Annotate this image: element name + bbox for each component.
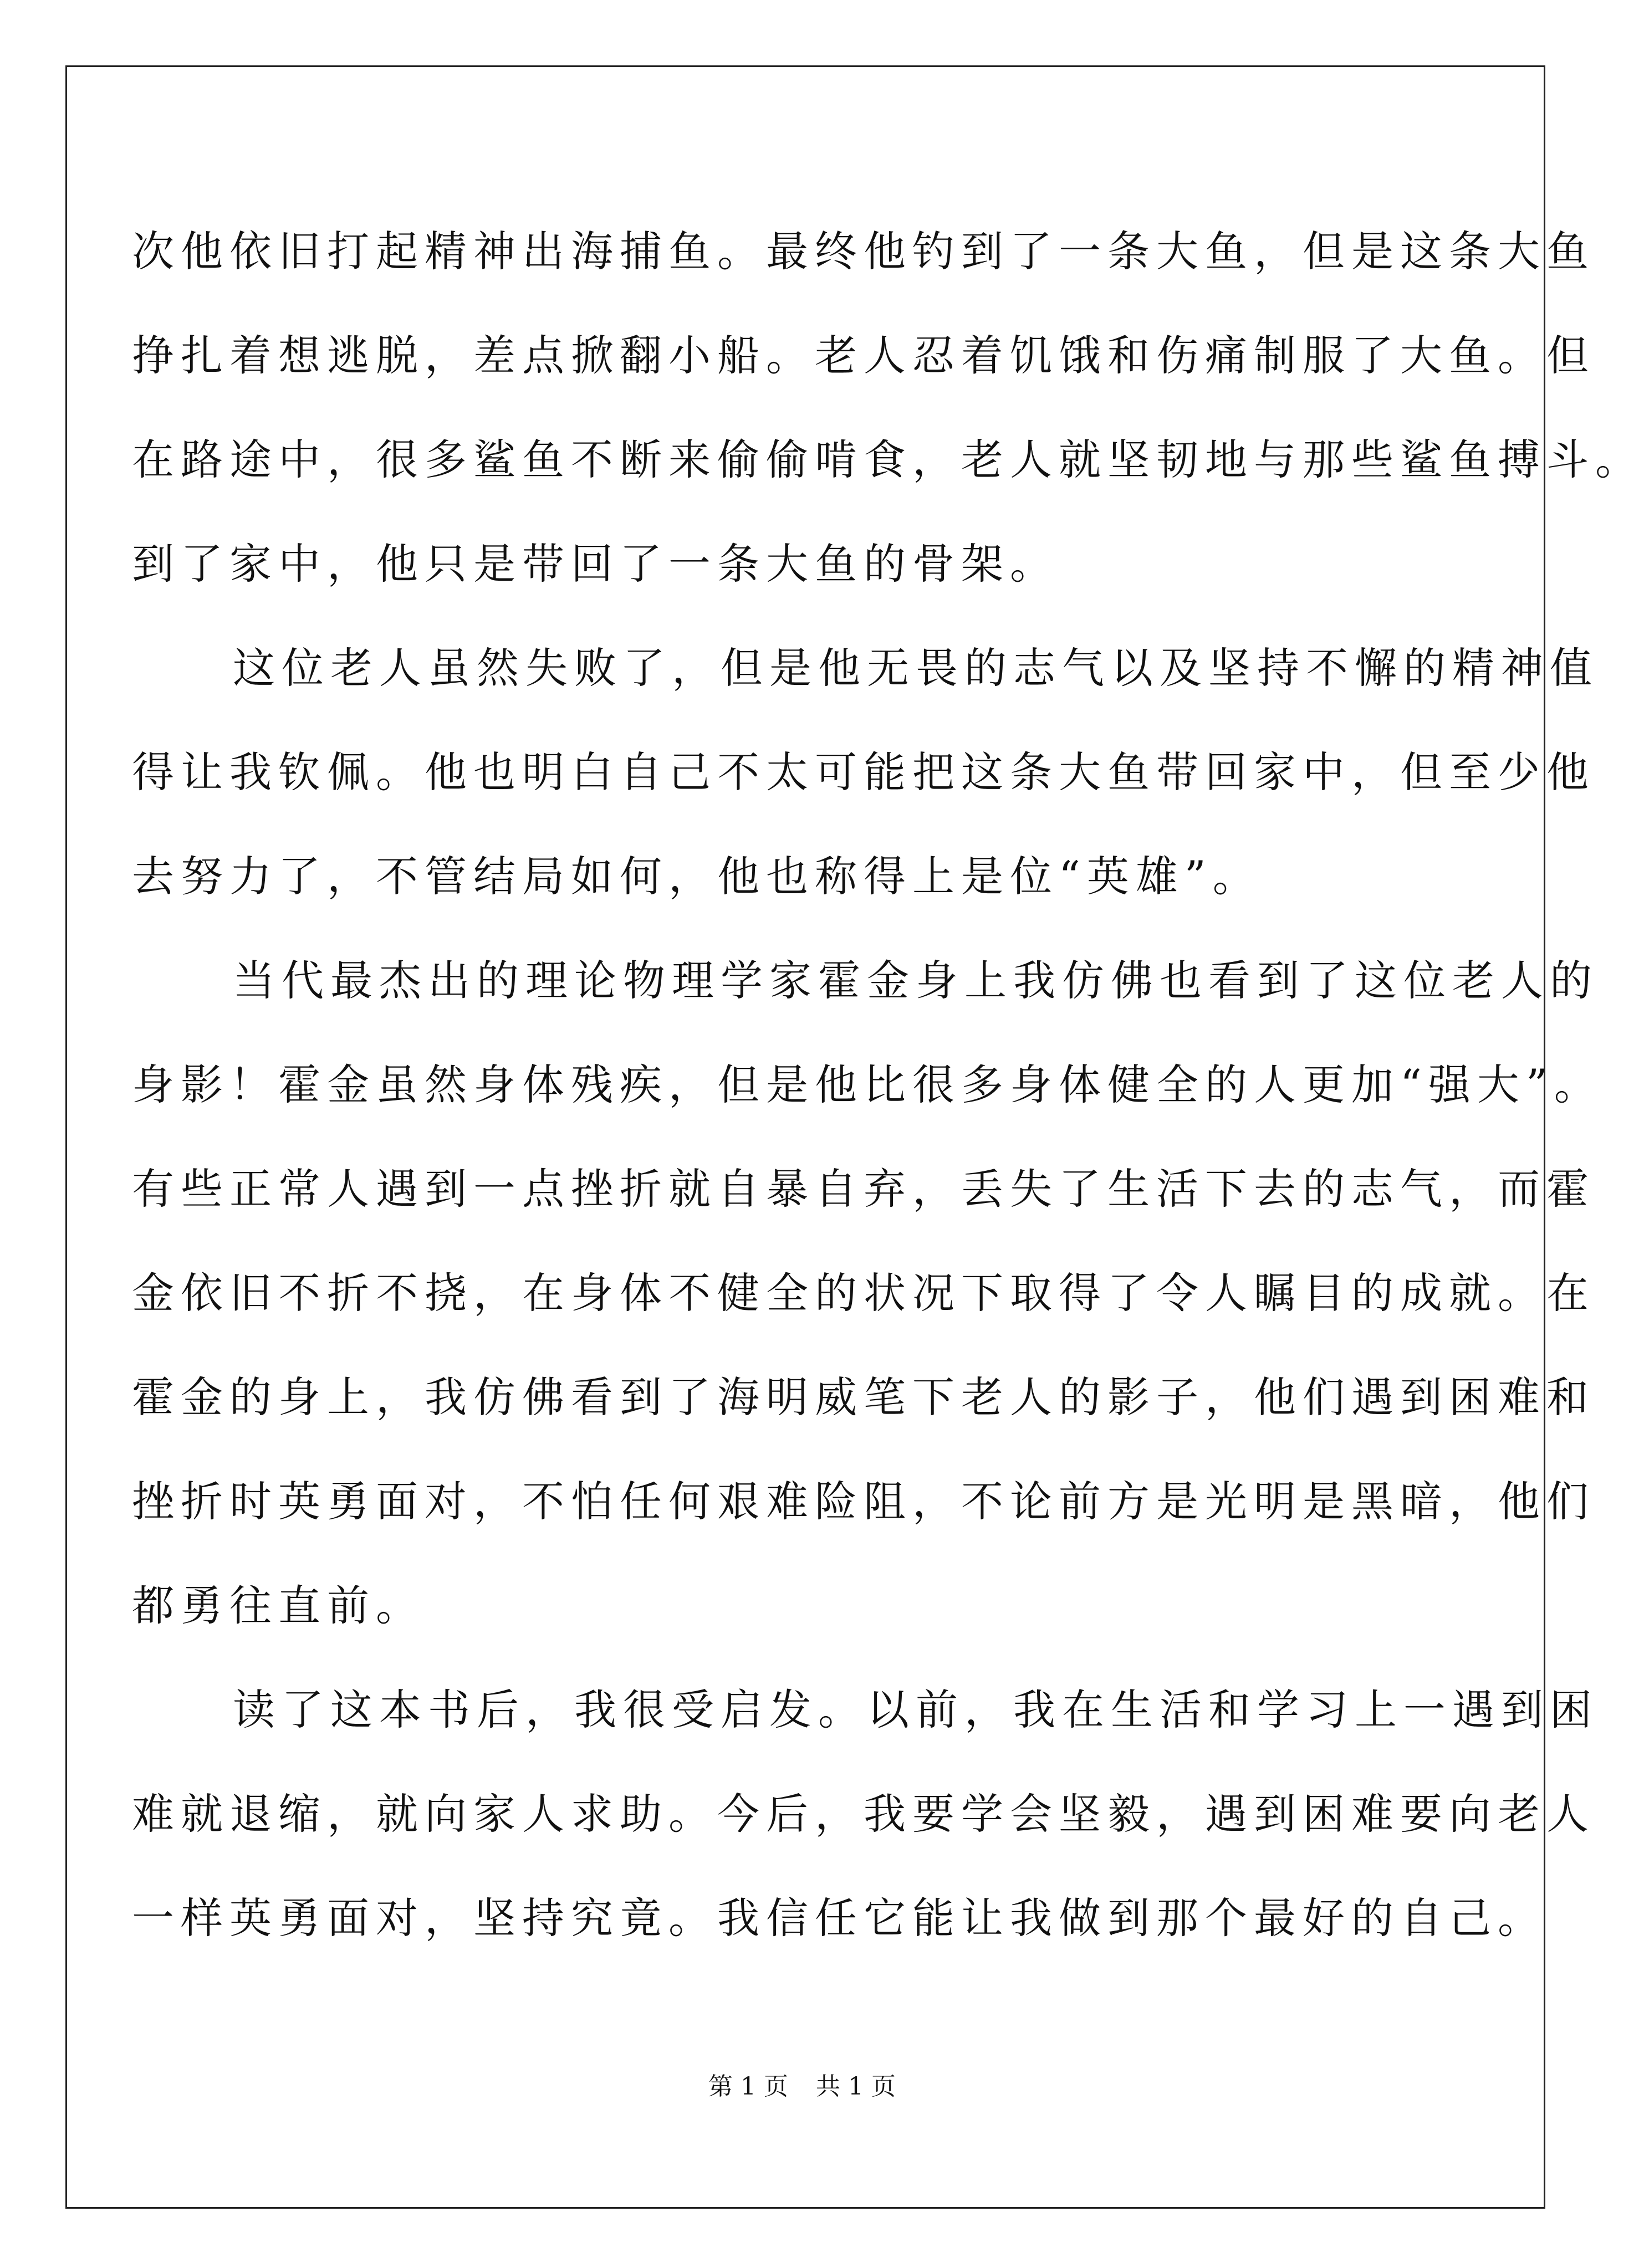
- text-line: 得让我钦佩。他也明白自己不太可能把这条大鱼带回家中，但至少他: [132, 748, 1595, 797]
- text-line: 金依旧不折不挠，在身体不健全的状况下取得了令人瞩目的成就。在: [132, 1268, 1595, 1318]
- text-line: 挫折时英勇面对，不怕任何艰难险阻，不论前方是光明是黑暗，他们: [132, 1477, 1595, 1526]
- paragraph-start-line: 读了这本书后，我很受启发。以前，我在生活和学习上一遇到困: [233, 1685, 1599, 1734]
- paragraph-start-line: 这位老人虽然失败了，但是他无畏的志气以及坚持不懈的精神值: [233, 643, 1599, 693]
- text-line: 去努力了，不管结局如何，他也称得上是位“英雄”。: [132, 852, 1262, 901]
- page-number-current: 第 1 页: [708, 2072, 788, 2101]
- page-footer: [0, 2070, 1604, 2103]
- text-line: 身影！霍金虽然身体残疾，但是他比很多身体健全的人更加“强大”。: [132, 1060, 1603, 1109]
- text-line: 一样英勇面对，坚持究竟。我信任它能让我做到那个最好的自己。: [132, 1893, 1546, 1943]
- text-line: 在路途中，很多鲨鱼不断来偷偷啃食，老人就坚韧地与那些鲨鱼搏斗。: [132, 435, 1644, 484]
- text-line: 挣扎着想逃脱，差点掀翻小船。老人忍着饥饿和伤痛制服了大鱼。但: [132, 331, 1595, 380]
- text-line: 有些正常人遇到一点挫折就自暴自弃，丢失了生活下去的志气，而霍: [132, 1164, 1595, 1214]
- page-number-total: 共 1 页: [816, 2072, 896, 2101]
- text-line: 到了家中，他只是带回了一条大鱼的骨架。: [132, 539, 1059, 588]
- text-line: 都勇往直前。: [132, 1581, 425, 1630]
- document-body: [132, 199, 1644, 1970]
- text-line: 难就退缩，就向家人求助。今后，我要学会坚毅，遇到困难要向老人: [132, 1789, 1595, 1839]
- text-line: 霍金的身上，我仿佛看到了海明威笔下老人的影子，他们遇到困难和: [132, 1373, 1595, 1422]
- text-line: 次他依旧打起精神出海捕鱼。最终他钓到了一条大鱼，但是这条大鱼: [132, 227, 1595, 276]
- paragraph-start-line: 当代最杰出的理论物理学家霍金身上我仿佛也看到了这位老人的: [233, 956, 1599, 1005]
